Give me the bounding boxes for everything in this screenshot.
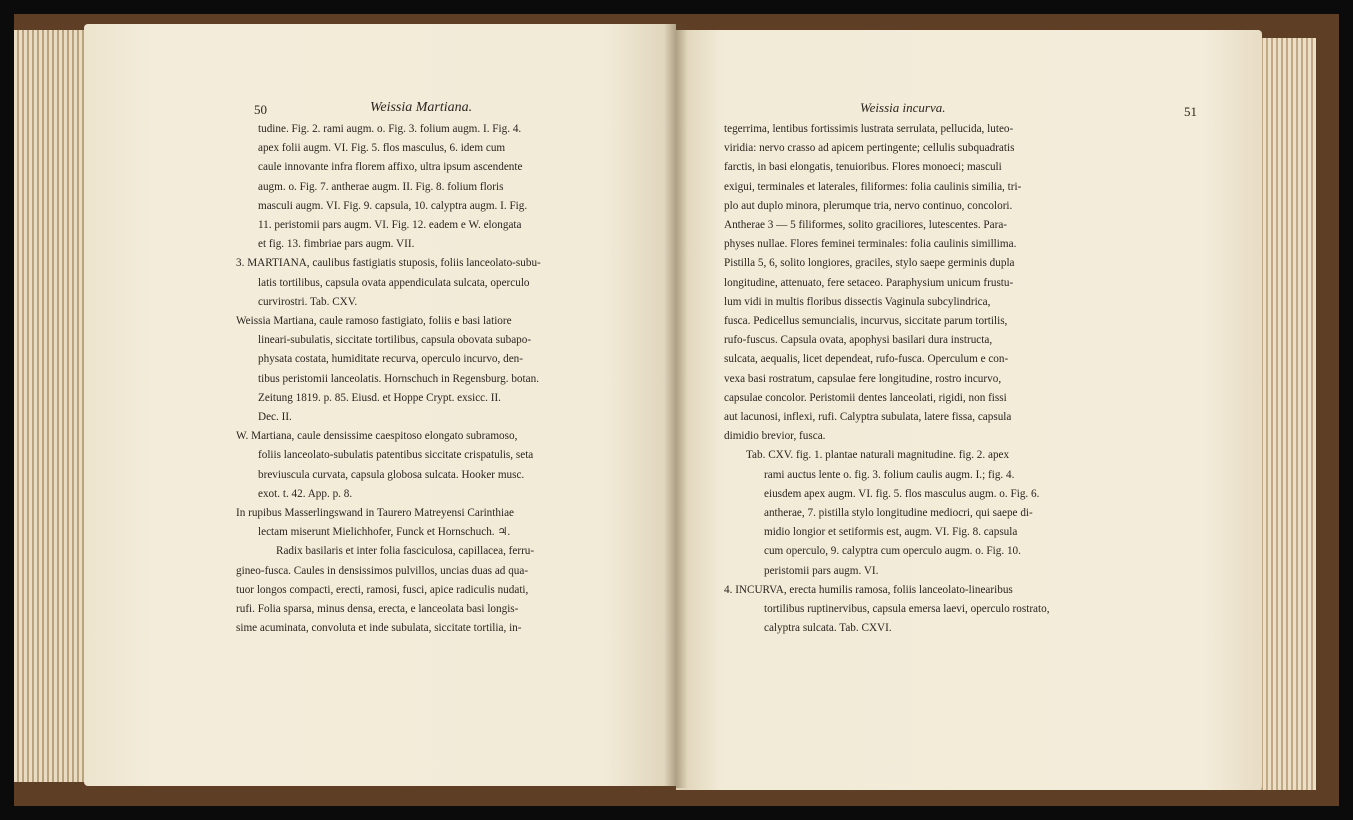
- text-line: Antherae 3 — 5 filiformes, solito graciliores, lutescentes. Para-: [724, 219, 1008, 231]
- text-line: exot. t. 42. App. p. 8.: [258, 487, 353, 500]
- text-line: breviuscula curvata, capsula globosa sulcata. Hooker musc.: [258, 468, 525, 481]
- text-line: 4. INCURVA, erecta humilis ramosa, foliis lanceolato-linearibus: [724, 583, 1013, 596]
- text-line: farctis, in basi elongatis, tenuioribus. Flores monoeci; masculi: [724, 161, 1002, 174]
- text-line: 3. MARTIANA, caulibus fastigiatis stuposis, foliis lanceolato-subu-: [236, 257, 541, 270]
- text-line: vexa basi rostratum, capsulae fere longitudine, rostro incurvo,: [724, 372, 1002, 385]
- gutter-shadow: [664, 24, 688, 788]
- text-line: dimidio brevior, fusca.: [724, 430, 826, 443]
- text-line: curvirostri. Tab. CXV.: [258, 295, 358, 308]
- left-page: [84, 24, 676, 786]
- text-line: caule innovante infra florem affixo, ultra ipsum ascendente: [258, 161, 523, 174]
- text-line: foliis lanceolato-subulatis patentibus siccitate crispatulis, seta: [258, 449, 534, 462]
- text-line: viridia: nervo crasso ad apicem pertingente; cellulis subquadratis: [724, 142, 1015, 155]
- text-line: physes nullae. Flores feminei terminales: folia caulinis simillima.: [724, 238, 1017, 251]
- text-line: antherae, 7. pistilla stylo longitudine mediocri, qui saepe di-: [764, 507, 1033, 519]
- text-line: capsulae concolor. Peristomii dentes lanceolati, rigidi, non fissi: [724, 391, 1007, 404]
- text-line: eiusdem apex augm. VI. fig. 5. flos masculus augm. o. Fig. 6.: [764, 487, 1040, 500]
- text-line: In rupibus Masserlingswand in Taurero Matreyensi Carinthiae: [236, 507, 515, 519]
- running-head: Weissia Martiana.: [370, 100, 473, 115]
- text-line: cum operculo, 9. calyptra cum operculo augm. o. Fig. 10.: [764, 545, 1021, 558]
- text-line: rufi. Folia sparsa, minus densa, erecta, e lanceolata basi longis-: [236, 603, 519, 615]
- text-line: aut lacunosi, inflexi, rufi. Calyptra subulata, latere fissa, capsula: [724, 411, 1012, 423]
- text-line: tegerrima, lentibus fortissimis lustrata serrulata, pellucida, luteo-: [724, 123, 1014, 135]
- text-line: exigui, terminales et laterales, filiformes: folia caulinis similia, tri-: [724, 180, 1022, 193]
- text-line: augm. o. Fig. 7. antherae augm. II. Fig. 8. folium floris: [258, 180, 504, 193]
- text-line: plo aut duplo minora, plerumque tria, nervo continuo, concolori.: [724, 199, 1013, 212]
- text-line: longitudine, attenuato, fere setaceo. Paraphysium unicum frustu-: [724, 276, 1014, 289]
- text-line: tuor longos compacti, erecti, ramosi, fusci, apice radiculis nudati,: [236, 583, 529, 596]
- text-line: rami auctus lente o. fig. 3. folium caulis augm. I.; fig. 4.: [764, 468, 1015, 481]
- text-line: fusca. Pedicellus semuncialis, incurvus, siccitate parum tortilis,: [724, 315, 1008, 327]
- text-line: Dec. II.: [258, 411, 292, 423]
- page-number: 50: [254, 102, 267, 117]
- text-line: rufo-fuscus. Capsula ovata, apophysi basilari dura instructa,: [724, 334, 993, 347]
- text-line: midio longior et setiformis est, augm. VI. Fig. 8. capsula: [764, 526, 1018, 539]
- text-line: Radix basilaris et inter folia fasciculosa, capillacea, ferru-: [276, 545, 535, 558]
- text-line: peristomii pars augm. VI.: [764, 564, 879, 577]
- text-line: apex folii augm. VI. Fig. 5. flos masculus, 6. idem cum: [258, 142, 506, 155]
- text-line: tudine. Fig. 2. rami augm. o. Fig. 3. folium augm. I. Fig. 4.: [258, 123, 522, 135]
- text-line: lectam miserunt Mielichhofer, Funck et Hornschuch. ♃.: [258, 526, 511, 539]
- text-line: sulcata, aequalis, licet dependeat, rufo-fusca. Operculum e con-: [724, 353, 1009, 366]
- text-line: tortilibus ruptinervibus, capsula emersa laevi, operculo rostrato,: [764, 603, 1050, 615]
- text-line: tibus peristomii lanceolatis. Hornschuch in Regensburg. botan.: [258, 372, 539, 385]
- text-line: 11. peristomii pars augm. VI. Fig. 12. eadem e W. elongata: [258, 219, 522, 231]
- page-number: 51: [1184, 104, 1197, 119]
- text-line: physata costata, humiditate recurva, operculo incurvo, den-: [258, 353, 523, 366]
- text-line: calyptra sulcata. Tab. CXVI.: [764, 622, 892, 635]
- text-line: Zeitung 1819. p. 85. Eiusd. et Hoppe Crypt. exsicc. II.: [258, 391, 501, 404]
- text-line: lum vidi in multis floribus dissectis Vaginula subcylindrica,: [724, 295, 991, 308]
- text-line: Tab. CXV. fig. 1. plantae naturali magnitudine. fig. 2. apex: [746, 449, 1010, 462]
- text-line: sime acuminata, convoluta et inde subulata, siccitate tortilia, in-: [236, 622, 522, 635]
- text-line: lineari-subulatis, siccitate tortilibus, capsula obovata subapo-: [258, 334, 532, 347]
- right-page: [676, 30, 1262, 790]
- text-line: W. Martiana, caule densissime caespitoso elongato subramoso,: [236, 430, 518, 443]
- text-line: gineo-fusca. Caules in densissimos pulvillos, uncias duas ad qua-: [236, 564, 529, 577]
- text-line: Weissia Martiana, caule ramoso fastigiato, foliis e basi latiore: [236, 315, 512, 327]
- text-line: masculi augm. VI. Fig. 9. capsula, 10. calyptra augm. I. Fig.: [258, 199, 528, 212]
- text-line: et fig. 13. fimbriae pars augm. VII.: [258, 238, 415, 251]
- text-line: Pistilla 5, 6, solito longiores, graciles, stylo saepe germinis dupla: [724, 257, 1015, 270]
- text-line: latis tortilibus, capsula ovata appendiculata sulcata, operculo: [258, 276, 530, 289]
- running-head: Weissia incurva.: [860, 100, 946, 115]
